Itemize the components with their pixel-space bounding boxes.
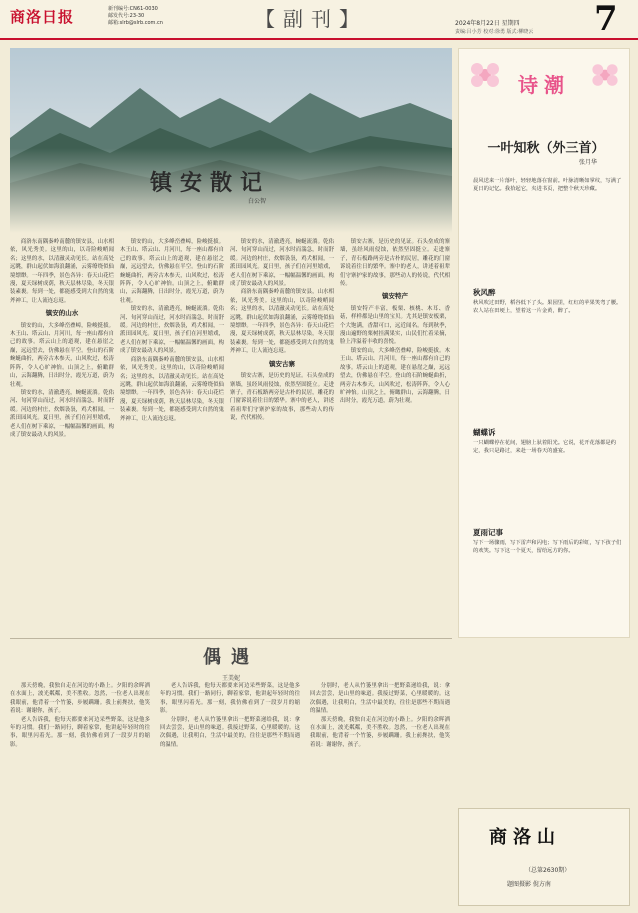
poem-subtitle: 夏雨记事 — [473, 528, 503, 537]
poem-title: 一叶知秋（外三首） — [487, 141, 605, 156]
story-column-1 — [10, 682, 150, 906]
edition-credits: 责编:吕小芳 校对:徐勇 版式:柳晓云 — [455, 29, 534, 35]
story-paragraph: 那天傍晚，我独自走在河边的小路上。夕阳的余晖洒在水面上，波光粼粼，美不胜收。忽然，一位老人出现在我眼前，他背着一个竹篓，步履蹒跚。我上前搀扶，他笑着说：谢谢你，孩子。 — [310, 716, 450, 748]
story-paragraph: 分别时，老人从竹篓里拿出一把野菜递给我，说：拿回去尝尝，是山里的味道。我接过野菜，心里暖暖的。这次偶遇，让我明白，生活中最美的，往往是那些不期而遇的温情。 — [310, 683, 450, 715]
poem-author: 张月华 — [579, 159, 598, 166]
feature-column-1 — [10, 238, 114, 633]
poem-section-4 — [473, 529, 623, 555]
story-header — [10, 643, 452, 682]
story-paragraph: 那天傍晚，我独自走在河边的小路上。夕阳的余晖洒在水面上，波光粼粼，美不胜收。忽然，一位老人出现在我眼前，他背着一个竹篓，步履蹒跚。我上前搀扶，他笑着说：谢谢你，孩子。 — [10, 683, 150, 715]
feature-subheading-1: 镇安的山水 — [45, 309, 79, 318]
feature-subheading-3: 镇安特产 — [382, 292, 408, 301]
feature-paragraph: 镇安古寨，是历史的见证。石头垒成的寨墙，虽经风雨侵蚀，依然坚固挺立。走进寨子，青石板路两旁是古朴的民居，雕花的门窗诉说着往日的繁华。寨中的老人，讲述着祖辈们守寨护家的故事，那些动人的传说，代代相传。 — [230, 373, 334, 422]
feature-paragraph: 镇安的水，清澈透亮，蜿蜒流淌。乾佑河、旬河穿山而过，河水时而湍急，时而舒缓。河边的村庄，炊烟袅袅，鸡犬相闻，一派田园风光。夏日里，孩子们在河里嬉戏，老人们在树下乘凉，一幅幅温馨的画面，构成了镇安最动人的风景。 — [10, 389, 114, 438]
feature-column-2 — [120, 238, 224, 633]
feature-subheading-2: 镇安古寨 — [269, 359, 295, 368]
feature-title: 镇安散记 — [150, 170, 271, 196]
story-column-3 — [310, 682, 450, 906]
feature-paragraph: 商洛东南隅秦岭南麓的镇安县，山水相依，风光秀美。这里的山，以奇险峻峭闻名；这里的水，以清澈灵动见长。站在高处远眺，群山起伏如海浪翻涌，云雾缭绕似仙境缥缈。一年四季，景色各异：春天山花烂漫，夏天绿树成荫，秋天层林尽染，冬天银装素裹。每到一处，都能感受到大自然的鬼斧神工，让人流连忘返。 — [230, 289, 334, 355]
feature-column-3 — [230, 238, 334, 633]
story-column-2 — [160, 682, 300, 906]
issue-count: （总第2630期） — [525, 867, 571, 874]
meta-line-1: 新刊编号:CN61-0030 — [108, 6, 158, 12]
poem-subtitle: 秋风醉 — [473, 288, 496, 297]
feature-paragraph: 镇安的水，清澈透亮，蜿蜒流淌。乾佑河、旬河穿山而过，河水时而湍急，时而舒缓。河边的村庄，炊烟袅袅，鸡犬相闻，一派田园风光。夏日里，孩子们在河里嬉戏，老人们在树下乘凉，一幅幅温馨的画面，构成了镇安最动人的风景。 — [120, 306, 224, 355]
masthead-meta — [108, 6, 163, 27]
feature-paragraph: 商洛东南隅秦岭南麓的镇安县，山水相依，风光秀美。这里的山，以奇险峻峭闻名；这里的水，以清澈灵动见长。站在高处远眺，群山起伏如海浪翻涌，云雾缭绕似仙境缥缈。一年四季，景色各异：春天山花烂漫，夏天绿树成荫，秋天层林尽染，冬天银装素裹。每到一处，都能感受到大自然的鬼斧神工，让人流连忘返。 — [10, 239, 114, 304]
feature-paragraph: 商洛东南隅秦岭南麓的镇安县，山水相依，风光秀美。这里的山，以奇险峻峭闻名；这里的水，以清澈灵动见长。站在高处远眺，群山起伏如海浪翻涌，云雾缭绕似仙境缥缈。一年四季，景色各异：春天山花烂漫，夏天绿树成荫，秋天层林尽染，冬天银装素裹。每到一处，都能感受到大自然的鬼斧神工，让人流连忘返。 — [120, 356, 224, 422]
poem-stanza: 一只蝴蝶停在花间，翅膀上驮着阳光。它说，花开花落都是约定，我只是路过，来赴一场春天的盛宴。 — [473, 440, 617, 454]
page-number: 7 — [594, 0, 618, 39]
poem-panel — [458, 48, 630, 638]
poem-subtitle: 蝴蝶诉 — [473, 428, 496, 437]
meta-line-3: 邮箱:slrb@slrb.com.cn — [108, 20, 163, 26]
story-author: 王美妮 — [221, 675, 240, 682]
feature-column-4 — [340, 238, 450, 633]
section-title: 【副刊】 — [255, 7, 367, 31]
poem-stanza: 秋风吹过田野，稻谷低下了头。果园里，红红的苹果笑弯了腰。农人站在田埂上，望着这一片金黄，醉了。 — [473, 300, 622, 314]
poem-section-2 — [473, 289, 623, 315]
story-paragraph: 老人告诉我，他每天都要来河边采些野菜，这是他多年的习惯。我们一路同行，聊着家常，他讲起年轻时的往事，眼里闪着光。那一刻，我仿佛看到了一段岁月的缩影。 — [10, 716, 150, 748]
mountain-landscape-icon — [10, 48, 452, 233]
photo-credit: 题图摄影 倪方南 — [507, 881, 551, 888]
feature-author: 白公智 — [248, 198, 267, 205]
feature-paragraph: 镇安古寨，是历史的见证。石头垒成的寨墙，虽经风雨侵蚀，依然坚固挺立。走进寨子，青石板路两旁是古朴的民居，雕花的门窗诉说着往日的繁华。寨中的老人，讲述着祖辈们守寨护家的故事，那些动人的传说，代代相传。 — [340, 239, 450, 288]
poem-column-title: 诗潮 — [518, 73, 570, 97]
story-paragraph: 分别时，老人从竹篓里拿出一把野菜递给我，说：拿回去尝尝，是山里的味道。我接过野菜，心里暖暖的。这次偶遇，让我明白，生活中最美的，往往是那些不期而遇的温情。 — [160, 716, 300, 748]
feature-paragraph: 镇安的水，清澈透亮，蜿蜒流淌。乾佑河、旬河穿山而过，河水时而湍急，时而舒缓。河边的村庄，炊烟袅袅，鸡犬相闻，一派田园风光。夏日里，孩子们在河里嬉戏，老人们在树下乘凉，一幅幅温馨的画面，构成了镇安最动人的风景。 — [230, 239, 334, 288]
poem-section-3 — [473, 429, 623, 455]
feature-paragraph: 镇安的山，大多峰峦叠嶂，险峻挺拔。木王山、塔云山、月河川，每一座山都有自己的故事。塔云山上的道观，建在悬崖之巅，远远望去，仿佛悬在半空。登山的石阶蜿蜒曲折，两旁古木参天，山风吹过，松涛阵阵，令人心旷神怡。山顶之上，俯瞰群山，云海翻腾，日出时分，霞光万道，蔚为壮观。 — [10, 322, 114, 388]
masthead — [0, 0, 638, 40]
feature-hero-image — [10, 48, 452, 233]
story-paragraph: 老人告诉我，他每天都要来河边采些野菜，这是他多年的习惯。我们一路同行，聊着家常，他讲起年轻时的往事，眼里闪着光。那一刻，我仿佛看到了一段岁月的缩影。 — [160, 683, 300, 715]
issue-date: 2024年8月22日 星期四 — [455, 20, 520, 27]
feature-paragraph: 镇安的山，大多峰峦叠嶂，险峻挺拔。木王山、塔云山、月河川，每一座山都有自己的故事。塔云山上的道观，建在悬崖之巅，远远望去，仿佛悬在半空。登山的石阶蜿蜒曲折，两旁古木参天，山风吹过，松涛阵阵，令人心旷神怡。山顶之上，俯瞰群山，云海翻腾，日出时分，霞光万道，蔚为壮观。 — [120, 239, 224, 304]
story-title: 偶遇 — [203, 647, 259, 668]
poem-stanza: 写下一场骤雨，写下雷声和闪电；写下雨后的彩虹，写下孩子们的欢笑。写下这一个夏天，留给远方的你。 — [473, 540, 622, 554]
section-divider — [10, 638, 452, 639]
column-brand-box — [458, 808, 630, 906]
feature-paragraph: 镇安的山，大多峰峦叠嶂，险峻挺拔。木王山、塔云山、月河川，每一座山都有自己的故事。塔云山上的道观，建在悬崖之巅，远远望去，仿佛悬在半空。登山的石阶蜿蜒曲折，两旁古木参天，山风吹过，松涛阵阵，令人心旷神怡。山顶之上，俯瞰群山，云海翻腾，日出时分，霞光万道，蔚为壮观。 — [340, 347, 450, 405]
meta-line-2: 邮发代号:23-30 — [108, 13, 145, 19]
newspaper-logo: 商洛日报 — [10, 8, 75, 26]
feature-paragraph: 镇安特产丰富，板栗、核桃、木耳、香菇，样样都是山里的宝贝。尤其是镇安板栗，个大饱满，香甜可口，远近闻名。每到秋季，漫山遍野的栗树挂满果实，山民们忙着采摘，脸上洋溢着丰收的喜悦。 — [340, 305, 450, 346]
poem-stanza-1: 晨风送来一片落叶，轻轻地落在窗前。叶脉清晰如掌纹，写满了夏日的记忆。我拾起它，夹进书页，把整个秋天珍藏。 — [473, 178, 622, 192]
column-brand-name: 商洛山 — [489, 827, 561, 848]
